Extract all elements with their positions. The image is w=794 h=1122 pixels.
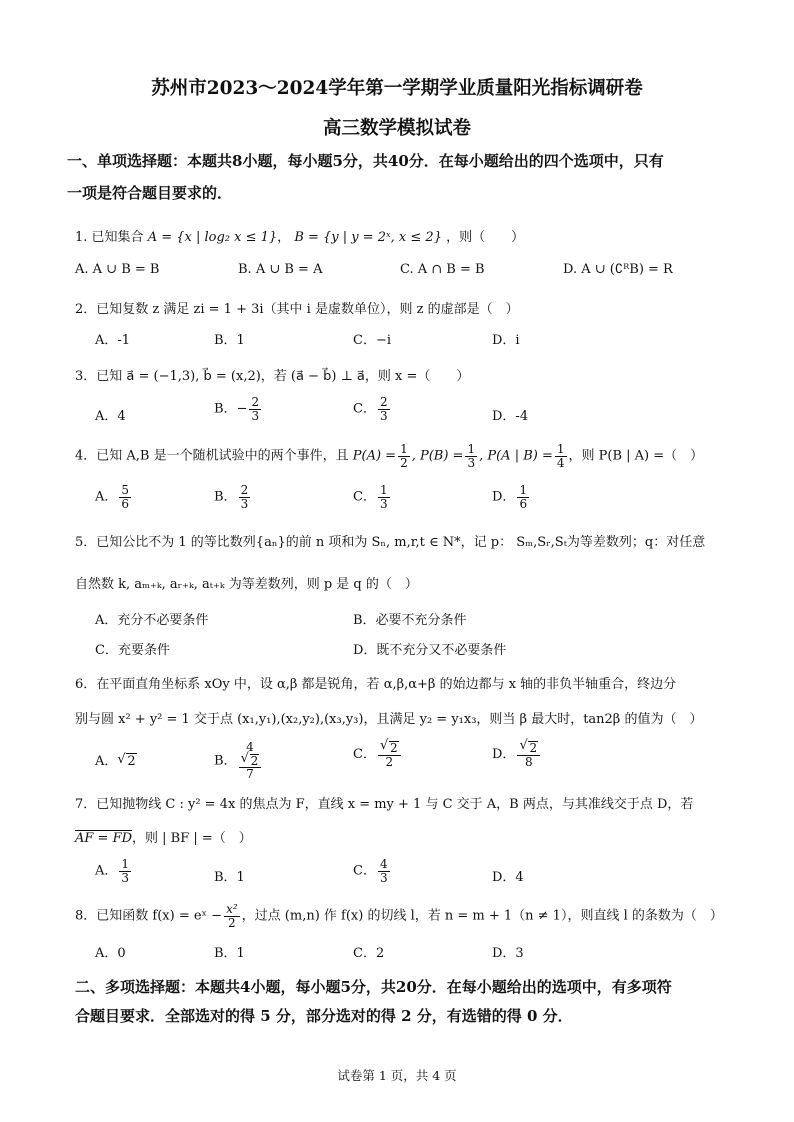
question-7-stem-line2 [75, 827, 794, 846]
q6-option-c-label: C． [353, 747, 376, 763]
question-5-stem-line1: 5．已知公比不为 1 的等比数列{aₙ}的前 n 项和为 Sₙ, m,r,t ∈ N*，记 p： Sₘ,Sᵣ,Sₜ为等差数列；q：对任意 [75, 535, 706, 550]
q4-option-b-den: 3 [240, 496, 249, 511]
q6-option-b-label: B． [214, 753, 237, 769]
q4-option-a-den: 6 [121, 496, 130, 511]
q3-option-c-num: 2 [379, 395, 388, 409]
q4-frac3-den: 4 [556, 455, 565, 470]
q4-option-d-den: 6 [519, 496, 528, 511]
q8-option-d: D．3 [492, 946, 524, 961]
q6-option-c-den: 2 [385, 754, 394, 769]
q6-option-a [95, 750, 137, 769]
q4-eq2: , P(B) = [411, 448, 464, 464]
q4-eq3: , P(A | B) = [479, 448, 553, 464]
q4-suffix: ，则 P(B | A) =（ ） [568, 448, 704, 464]
q4-option-c-fraction [378, 484, 390, 510]
q4-frac1-den: 2 [400, 455, 408, 470]
q6-option-b-den: 7 [246, 767, 254, 782]
q2-option-c: C．−i [353, 333, 391, 348]
q4-eq1: P(A) = [352, 448, 397, 464]
section2-heading-line2: 合题目要求．全部选对的得 5 分，部分选对的得 2 分，有选错的得 0 分． [75, 1007, 573, 1025]
q6-option-d [492, 741, 542, 768]
q5-option-d: D．既不充分又不必要条件 [353, 643, 507, 658]
q4-option-a-label: A． [95, 489, 118, 505]
q1-option-c: C. A ∩ B = B [400, 262, 485, 277]
q4-frac2 [465, 443, 477, 469]
question-3-stem: 3．已知 a⃗ = (−1,3), b⃗ = (x,2)，若 (a⃗ − b⃗) ⊥ a⃗，则 x =（ ） [75, 369, 470, 384]
q8-option-c: C．2 [353, 946, 385, 961]
q8-fraction-num: x² [226, 902, 238, 916]
q6-option-d-num [517, 741, 540, 756]
q1-prefix: 1. 已知集合 [75, 230, 144, 245]
q1-set-a: A = {x | log₂ x ≤ 1} [147, 230, 278, 245]
q4-option-b [214, 484, 252, 510]
section1-heading-line1: 一、单项选择题：本题共8小题，每小题5分，共40分．在每小题给出的四个选项中，只有 [67, 152, 664, 170]
q4-option-b-num: 2 [240, 483, 249, 497]
q4-frac3-num: 1 [556, 442, 565, 456]
q4-option-c-num: 1 [379, 483, 388, 497]
section1-heading-line2: 一项是符合题目要求的． [67, 184, 233, 202]
q7-option-c-den: 3 [379, 870, 388, 885]
question-4-stem [75, 443, 794, 469]
q6-option-b-fraction [239, 741, 262, 781]
q6-option-b [214, 741, 263, 781]
q4-option-a-num: 5 [121, 483, 130, 497]
q7-option-b: B．1 [214, 870, 245, 885]
q7-option-c-label: C． [353, 863, 376, 879]
q6-option-c-sqrt [380, 741, 399, 755]
q4-option-a-fraction [119, 484, 131, 510]
q6-option-d-fraction [517, 741, 540, 768]
q6-option-a-radicand: 2 [127, 754, 136, 769]
q6-option-b-num [239, 741, 262, 768]
q2-option-d: D．i [492, 333, 520, 348]
q4-option-b-fraction [239, 484, 251, 510]
q6-option-b-sqrt [241, 754, 260, 768]
q3-option-b-sign: − [236, 401, 248, 417]
q3-option-c-label: C． [353, 401, 376, 417]
q1-option-b: B. A ∪ B = A [238, 262, 323, 277]
q6-option-d-sqrt [519, 741, 538, 755]
q6-option-c-num [378, 741, 401, 756]
q8-prefix: 8．已知函数 f(x) = eˣ − [75, 908, 223, 924]
q3-option-b-label: B． [214, 401, 237, 417]
q4-option-d [492, 484, 531, 510]
question-5-stem-line2: 自然数 k, aₘ₊ₖ, aᵣ₊ₖ, aₜ₊ₖ 为等差数列，则 p 是 q 的（ ） [75, 577, 418, 592]
q7-option-d: D．4 [492, 870, 524, 885]
question-1-stem: 1. 已知集合 A = {x | log₂ x ≤ 1}， B = {y | y = 2ˣ, x ≤ 2} ，则（ ） [75, 230, 525, 245]
q7-option-a-num: 1 [121, 857, 130, 871]
question-6-stem-line1: 6．在平面直角坐标系 xOy 中，设 α,β 都是锐角，若 α,β,α+β 的始边都与 x 轴的非负半轴重合，终边分 [75, 677, 677, 692]
q4-option-c-den: 3 [379, 496, 388, 511]
q1-option-d: D. A ∪ (∁ᴿB) = R [563, 262, 673, 277]
q3-option-b-fraction [249, 396, 261, 422]
q6-option-b-coef: 4 [246, 740, 254, 754]
question-2-stem: 2．已知复数 z 满足 zi = 1 + 3i（其中 i 是虚数单位），则 z 的虚部是（ ） [75, 302, 519, 317]
q4-frac2-num: 1 [467, 442, 476, 456]
paper-subtitle: 高三数学模拟试卷 [322, 118, 471, 139]
q7-option-a-fraction [119, 858, 131, 884]
q3-option-b-den: 3 [251, 408, 260, 423]
q7-option-c-fraction [378, 858, 390, 884]
q3-option-c [353, 396, 392, 422]
paper-title: 苏州市2023～2024学年第一学期学业质量阳光指标调研卷 [151, 78, 643, 99]
q3-option-d: D．-4 [492, 409, 529, 424]
q2-option-a: A．-1 [95, 333, 131, 348]
q8-fraction-den: 2 [228, 915, 236, 930]
q6-option-d-radicand: √ 2 [529, 741, 538, 755]
q1-option-a: A. A ∪ B = B [75, 262, 160, 277]
page-footer: 试卷第 1 页，共 4 页 [337, 1068, 457, 1083]
q7-option-c-num: 4 [379, 857, 388, 871]
q7-option-a-label: A． [95, 863, 118, 879]
q8-suffix: ，过点 (m,n) 作 f(x) 的切线 l，若 n = m + 1（n ≠ 1），则直线 l 的条数为（ ） [241, 908, 723, 924]
q1-suffix: ，则（ ） [446, 230, 525, 245]
q7-option-c [353, 858, 392, 884]
q1-set-b: B = {y | y = 2ˣ, x ≤ 2} [294, 230, 442, 245]
question-8-stem [75, 903, 794, 929]
q3-option-a: A．4 [95, 409, 126, 424]
q6-option-c [353, 741, 403, 768]
q4-option-c-label: C． [353, 489, 376, 505]
q6-option-c-radicand: √ 2 [389, 741, 398, 755]
q6-option-d-label: D． [492, 747, 516, 763]
question-6-stem-line2: 别与圆 x² + y² = 1 交于点 (x₁,y₁),(x₂,y₂),(x₃,y₃)，且满足 y₂ = y₁x₃，则当 β 最大时，tan2β 的值为（ ） [75, 712, 703, 727]
q8-option-b: B．1 [214, 946, 245, 961]
q4-option-a [95, 484, 133, 510]
q4-frac1 [398, 443, 410, 469]
q8-fraction [224, 903, 240, 929]
q5-option-b: B．必要不充分条件 [353, 613, 467, 628]
q4-frac1-num: 1 [400, 442, 408, 456]
q7-vector-equation: AF = FD [75, 831, 133, 846]
q4-option-d-fraction [517, 484, 529, 510]
q6-option-a-sqrt [117, 754, 136, 769]
q7-option-a [95, 858, 133, 884]
q5-option-a: A．充分不必要条件 [95, 613, 209, 628]
section2-heading-line1: 二、多项选择题：本题共4小题，每小题5分，共20分．在每小题给出的选项中，有多项符 [75, 978, 672, 996]
q4-option-d-label: D． [492, 489, 516, 505]
q6-option-d-den: 8 [524, 754, 533, 769]
q4-prefix: 4．已知 A,B 是一个随机试验中的两个事件，且 [75, 448, 349, 464]
q2-option-b: B．1 [214, 333, 245, 348]
question-7-stem-line1: 7．已知抛物线 C : y² = 4x 的焦点为 F，直线 x = my + 1 与 C 交于 A，B 两点，与其准线交于点 D，若 [75, 797, 694, 812]
q4-option-c [353, 484, 392, 510]
q7-option-a-den: 3 [121, 870, 130, 885]
q6-option-c-fraction [378, 741, 401, 768]
q5-option-c: C．充要条件 [95, 643, 170, 658]
q3-option-c-fraction [378, 396, 390, 422]
q4-option-b-label: B． [214, 489, 237, 505]
q6-option-a-label: A． [95, 754, 118, 769]
q3-option-c-den: 3 [379, 408, 388, 423]
q3-option-b-num: 2 [251, 395, 260, 409]
q4-frac2-den: 3 [467, 455, 476, 470]
q7-suffix: ，则 | BF | =（ ） [132, 831, 252, 846]
q8-option-a: A．0 [95, 946, 126, 961]
q6-option-b-radicand: √ 2 [250, 753, 259, 768]
q3-option-b [214, 396, 263, 422]
q4-frac3 [555, 443, 567, 469]
q4-option-d-num: 1 [519, 483, 528, 497]
